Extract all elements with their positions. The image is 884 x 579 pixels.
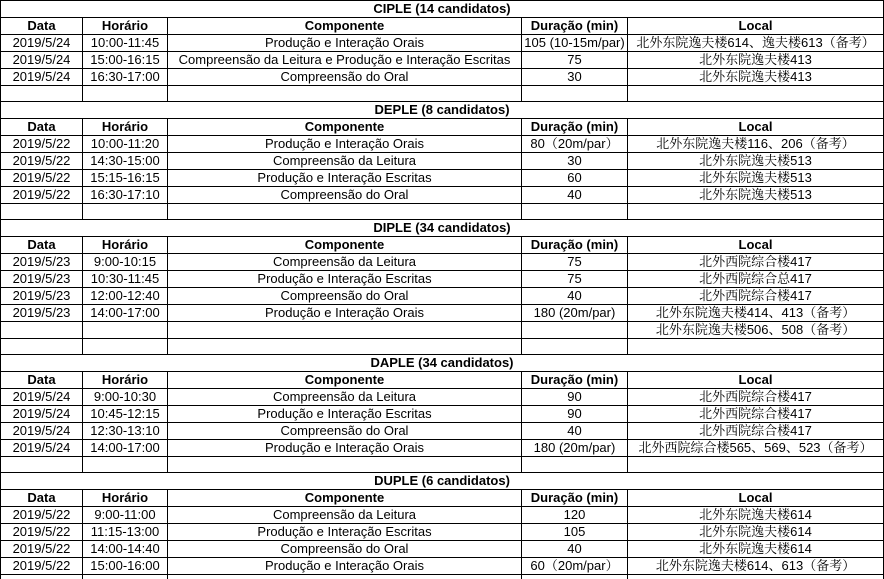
cell-data: 2019/5/23 [1, 288, 83, 305]
section-title-row [1, 1, 884, 18]
cell-horario: 14:30-15:00 [83, 153, 168, 170]
table-row [1, 305, 884, 322]
header-data: Data [1, 372, 83, 389]
cell-local: 北外东院逸夫楼513 [628, 170, 884, 187]
cell-horario [83, 204, 168, 220]
table-row [1, 322, 884, 339]
cell-data [1, 322, 83, 339]
table-row [1, 204, 884, 220]
cell-duracao: 105 [522, 524, 628, 541]
header-data: Data [1, 18, 83, 35]
section-title-row [1, 473, 884, 490]
table-row [1, 288, 884, 305]
section-title: DUPLE (6 candidatos) [1, 473, 884, 490]
cell-componente: Compreensão do Oral [168, 69, 522, 86]
table-row [1, 86, 884, 102]
cell-data [1, 575, 83, 579]
header-duracao: Duração (min) [522, 372, 628, 389]
header-local: Local [628, 490, 884, 507]
cell-data: 2019/5/22 [1, 187, 83, 204]
cell-duracao: 40 [522, 187, 628, 204]
cell-duracao [522, 575, 628, 579]
cell-duracao: 30 [522, 69, 628, 86]
header-componente: Componente [168, 18, 522, 35]
header-data: Data [1, 237, 83, 254]
cell-componente: Produção e Interação Orais [168, 558, 522, 575]
table-row [1, 558, 884, 575]
header-duracao: Duração (min) [522, 18, 628, 35]
cell-data [1, 339, 83, 355]
cell-data: 2019/5/22 [1, 507, 83, 524]
cell-local: 北外西院综合楼417 [628, 406, 884, 423]
cell-horario: 12:30-13:10 [83, 423, 168, 440]
cell-componente: Produção e Interação Escritas [168, 406, 522, 423]
cell-local [628, 457, 884, 473]
cell-componente [168, 339, 522, 355]
table-row [1, 69, 884, 86]
cell-duracao: 60（20m/par） [522, 558, 628, 575]
column-header-row [1, 18, 884, 35]
cell-data [1, 457, 83, 473]
cell-data: 2019/5/24 [1, 423, 83, 440]
cell-componente [168, 457, 522, 473]
cell-horario: 14:00-14:40 [83, 541, 168, 558]
cell-componente: Compreensão da Leitura [168, 389, 522, 406]
cell-data: 2019/5/22 [1, 524, 83, 541]
cell-local [628, 339, 884, 355]
table-row [1, 541, 884, 558]
cell-local: 北外西院综合总417 [628, 271, 884, 288]
cell-duracao: 75 [522, 254, 628, 271]
table-row [1, 339, 884, 355]
header-duracao: Duração (min) [522, 119, 628, 136]
cell-componente: Compreensão do Oral [168, 541, 522, 558]
header-horario: Horário [83, 119, 168, 136]
section-title: DAPLE (34 candidatos) [1, 355, 884, 372]
cell-local: 北外东院逸夫楼414、413（备考） [628, 305, 884, 322]
header-horario: Horário [83, 18, 168, 35]
table-row [1, 457, 884, 473]
cell-horario: 9:00-10:30 [83, 389, 168, 406]
cell-duracao [522, 457, 628, 473]
cell-data: 2019/5/24 [1, 52, 83, 69]
cell-local: 北外西院综合楼565、569、523（备考） [628, 440, 884, 457]
table-row [1, 507, 884, 524]
cell-horario: 15:15-16:15 [83, 170, 168, 187]
column-header-row [1, 119, 884, 136]
cell-duracao: 180 (20m/par) [522, 305, 628, 322]
table-row [1, 524, 884, 541]
table-row [1, 52, 884, 69]
cell-data: 2019/5/24 [1, 406, 83, 423]
cell-duracao: 60 [522, 170, 628, 187]
cell-componente: Produção e Interação Orais [168, 440, 522, 457]
cell-horario: 15:00-16:15 [83, 52, 168, 69]
cell-data: 2019/5/24 [1, 69, 83, 86]
cell-local: 北外东院逸夫楼614 [628, 524, 884, 541]
cell-local: 北外西院综合楼417 [628, 288, 884, 305]
cell-horario: 16:30-17:10 [83, 187, 168, 204]
table-row [1, 254, 884, 271]
section-title-row [1, 220, 884, 237]
cell-local [628, 86, 884, 102]
cell-data: 2019/5/22 [1, 153, 83, 170]
cell-horario: 15:00-16:00 [83, 558, 168, 575]
cell-data: 2019/5/23 [1, 305, 83, 322]
cell-local [628, 204, 884, 220]
cell-duracao: 105 (10-15m/par) [522, 35, 628, 52]
cell-componente: Produção e Interação Escritas [168, 170, 522, 187]
cell-local: 北外西院综合楼417 [628, 423, 884, 440]
cell-componente: Compreensão da Leitura e Produção e Interação Escritas [168, 52, 522, 69]
cell-componente: Produção e Interação Orais [168, 305, 522, 322]
cell-horario: 10:00-11:20 [83, 136, 168, 153]
cell-horario: 9:00-11:00 [83, 507, 168, 524]
cell-data: 2019/5/22 [1, 541, 83, 558]
cell-horario [83, 339, 168, 355]
cell-horario: 10:45-12:15 [83, 406, 168, 423]
cell-local: 北外东院逸夫楼413 [628, 69, 884, 86]
cell-data: 2019/5/22 [1, 558, 83, 575]
cell-data: 2019/5/24 [1, 389, 83, 406]
cell-componente: Compreensão do Oral [168, 187, 522, 204]
column-header-row [1, 237, 884, 254]
cell-data: 2019/5/23 [1, 254, 83, 271]
cell-data: 2019/5/22 [1, 170, 83, 187]
cell-duracao: 80（20m/par） [522, 136, 628, 153]
section-title-row [1, 102, 884, 119]
cell-local: 北外东院逸夫楼614 [628, 507, 884, 524]
cell-duracao [522, 86, 628, 102]
cell-duracao: 40 [522, 541, 628, 558]
cell-local: 北外东院逸夫楼513 [628, 153, 884, 170]
cell-horario: 9:00-10:15 [83, 254, 168, 271]
cell-horario [83, 322, 168, 339]
cell-horario [83, 575, 168, 579]
cell-componente [168, 575, 522, 579]
cell-horario: 10:00-11:45 [83, 35, 168, 52]
cell-duracao: 40 [522, 423, 628, 440]
cell-local: 北外东院逸夫楼506、508（备考） [628, 322, 884, 339]
header-duracao: Duração (min) [522, 490, 628, 507]
table-row [1, 575, 884, 579]
header-componente: Componente [168, 372, 522, 389]
cell-horario [83, 457, 168, 473]
cell-componente: Compreensão da Leitura [168, 507, 522, 524]
header-local: Local [628, 119, 884, 136]
cell-componente: Produção e Interação Escritas [168, 524, 522, 541]
table-row [1, 170, 884, 187]
cell-duracao [522, 322, 628, 339]
cell-duracao: 75 [522, 271, 628, 288]
table-row [1, 423, 884, 440]
cell-data: 2019/5/22 [1, 136, 83, 153]
cell-componente: Produção e Interação Escritas [168, 271, 522, 288]
cell-local: 北外东院逸夫楼614 [628, 541, 884, 558]
cell-duracao: 180 (20m/par) [522, 440, 628, 457]
cell-duracao: 40 [522, 288, 628, 305]
cell-data: 2019/5/23 [1, 271, 83, 288]
cell-data: 2019/5/24 [1, 440, 83, 457]
exam-schedule-table-body [1, 1, 884, 579]
table-row [1, 136, 884, 153]
header-componente: Componente [168, 490, 522, 507]
cell-local: 北外东院逸夫楼116、206（备考） [628, 136, 884, 153]
table-row [1, 440, 884, 457]
section-title: CIPLE (14 candidatos) [1, 1, 884, 18]
cell-local [628, 575, 884, 579]
cell-duracao: 90 [522, 389, 628, 406]
cell-data: 2019/5/24 [1, 35, 83, 52]
cell-duracao: 30 [522, 153, 628, 170]
cell-componente: Produção e Interação Orais [168, 136, 522, 153]
header-horario: Horário [83, 490, 168, 507]
cell-componente [168, 322, 522, 339]
cell-data [1, 204, 83, 220]
section-title-row [1, 355, 884, 372]
cell-componente: Compreensão do Oral [168, 423, 522, 440]
cell-componente: Compreensão da Leitura [168, 153, 522, 170]
cell-local: 北外东院逸夫楼614、逸夫楼613（备考） [628, 35, 884, 52]
table-row [1, 271, 884, 288]
cell-duracao: 120 [522, 507, 628, 524]
cell-horario: 11:15-13:00 [83, 524, 168, 541]
cell-local: 北外东院逸夫楼614、613（备考） [628, 558, 884, 575]
cell-componente [168, 86, 522, 102]
header-componente: Componente [168, 237, 522, 254]
cell-horario [83, 86, 168, 102]
table-row [1, 35, 884, 52]
header-horario: Horário [83, 372, 168, 389]
cell-horario: 14:00-17:00 [83, 440, 168, 457]
cell-local: 北外东院逸夫楼413 [628, 52, 884, 69]
cell-horario: 16:30-17:00 [83, 69, 168, 86]
header-componente: Componente [168, 119, 522, 136]
cell-duracao [522, 339, 628, 355]
cell-componente: Compreensão do Oral [168, 288, 522, 305]
cell-duracao: 75 [522, 52, 628, 69]
cell-local: 北外西院综合楼417 [628, 389, 884, 406]
header-local: Local [628, 237, 884, 254]
header-data: Data [1, 119, 83, 136]
section-title: DIPLE (34 candidatos) [1, 220, 884, 237]
table-row [1, 389, 884, 406]
cell-duracao [522, 204, 628, 220]
cell-componente: Produção e Interação Orais [168, 35, 522, 52]
header-local: Local [628, 18, 884, 35]
column-header-row [1, 372, 884, 389]
cell-duracao: 90 [522, 406, 628, 423]
column-header-row [1, 490, 884, 507]
cell-horario: 14:00-17:00 [83, 305, 168, 322]
cell-data [1, 86, 83, 102]
header-data: Data [1, 490, 83, 507]
table-row [1, 187, 884, 204]
header-duracao: Duração (min) [522, 237, 628, 254]
cell-horario: 10:30-11:45 [83, 271, 168, 288]
cell-componente [168, 204, 522, 220]
table-row [1, 153, 884, 170]
section-title: DEPLE (8 candidatos) [1, 102, 884, 119]
cell-local: 北外东院逸夫楼513 [628, 187, 884, 204]
header-local: Local [628, 372, 884, 389]
cell-local: 北外西院综合楼417 [628, 254, 884, 271]
cell-componente: Compreensão da Leitura [168, 254, 522, 271]
cell-horario: 12:00-12:40 [83, 288, 168, 305]
table-row [1, 406, 884, 423]
header-horario: Horário [83, 237, 168, 254]
